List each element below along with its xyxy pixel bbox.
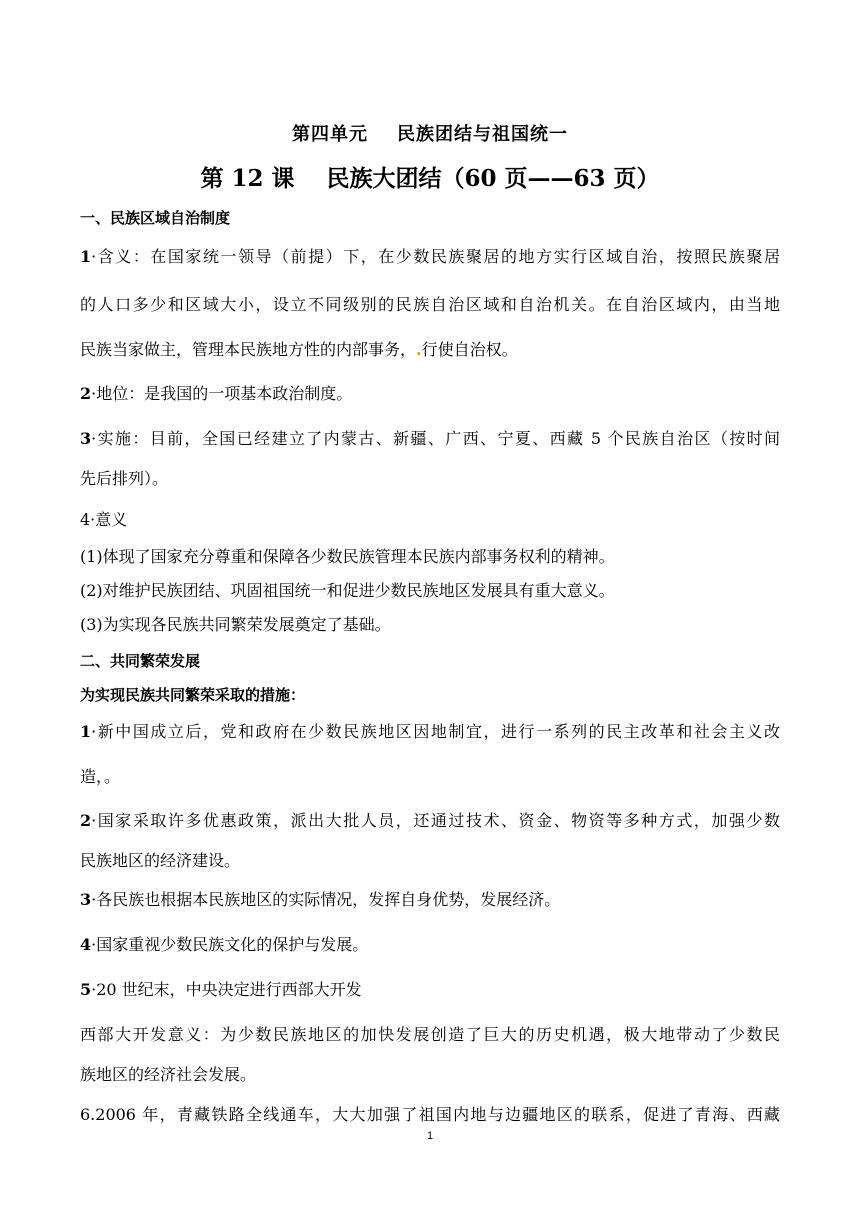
- measures-subheading: 为实现民族共同繁荣采取的措施：: [80, 686, 306, 704]
- paragraph-text: ·实施：目前，全国已经建立了内蒙古、新疆、广西、宁夏、西藏 5 个民族自治区（按时间: [91, 429, 780, 448]
- paragraph-line: 造，。: [80, 767, 121, 786]
- item-number: 1: [80, 247, 92, 266]
- lesson-title: 第 12 课 民族大团结（60 页——63 页）: [200, 165, 660, 192]
- paragraph-line: [80, 889, 780, 911]
- item-number: 3: [80, 429, 92, 448]
- paragraph-text: ·地位：是我国的一项基本政治制度。: [91, 384, 353, 403]
- item-number: 4: [80, 935, 92, 954]
- paragraph-line: 6.2006 年，青藏铁路全线通车，大大加强了祖国内地与边疆地区的联系，促进了青海、西藏: [80, 1105, 780, 1124]
- paragraph-text: ·含义：在国家统一领导（前提）下，在少数民族聚居的地方实行区域自治，按照民族聚居: [91, 247, 780, 266]
- paragraph-line: 的人口多少和区域大小，设立不同级别的民族自治区域和自治机关。在自治区域内，由当地: [80, 295, 780, 314]
- section-heading-autonomy: 一、民族区域自治制度: [80, 209, 231, 227]
- paragraph-text: 民族当家做主，管理本民族地方性的内部事务，: [80, 340, 417, 359]
- paragraph-text: ·20 世纪末，中央决定进行西部大开发: [91, 980, 362, 999]
- paragraph-line: 民族地区的经济建设。: [80, 851, 241, 870]
- paragraph-line: 族地区的经济社会发展。: [80, 1065, 257, 1084]
- paragraph-line: [80, 934, 780, 956]
- page-number: 1: [426, 1130, 434, 1142]
- paragraph-line: 先后排列）。: [80, 469, 169, 488]
- unit-title: 第四单元 民族团结与祖国统一: [291, 124, 569, 145]
- list-item: (1)体现了国家充分尊重和保障各少数民族管理本民族内部事务权利的精神。: [80, 547, 615, 566]
- list-item: (2)对维护民族团结、巩固祖国统一和促进少数民族地区发展具有重大意义。: [80, 581, 615, 600]
- paragraph-line: [80, 428, 780, 450]
- paragraph-line: [80, 721, 780, 743]
- list-item: (3)为实现各民族共同繁荣发展奠定了基础。: [80, 615, 391, 634]
- paragraph-text: ·国家采取许多优惠政策，派出大批人员，还通过技术、资金、物资等多种方式，加强少数: [91, 811, 780, 830]
- paragraph-line: [80, 383, 780, 405]
- item-number: 1: [80, 722, 92, 741]
- item-number: 5: [80, 980, 92, 999]
- paragraph-text: ·新中国成立后，党和政府在少数民族地区因地制宜，进行一系列的民主改革和社会主义改: [91, 722, 780, 741]
- item-number: 2: [80, 811, 92, 830]
- paragraph-text: ·各民族也根据本民族地区的实际情况，发挥自身优势，发展经济。: [91, 890, 561, 909]
- item-number: 2: [80, 384, 92, 403]
- paragraph-text: 行使自治权。: [421, 340, 518, 359]
- paragraph-text: ·国家重视少数民族文化的保护与发展。: [91, 935, 369, 954]
- paragraph-line: [80, 246, 780, 268]
- paragraph-line: [80, 810, 780, 832]
- paragraph-line: 西部大开发意义：为少数民族地区的加快发展创造了巨大的历史机遇，极大地带动了少数民: [80, 1025, 780, 1044]
- highlight-mark: .: [416, 340, 422, 359]
- item-number: 3: [80, 890, 92, 909]
- paragraph-line: [80, 979, 780, 1001]
- meaning-heading: 4·意义: [80, 510, 128, 529]
- section-heading-prosperity: 二、共同繁荣发展: [80, 652, 201, 670]
- paragraph-line: [80, 339, 780, 361]
